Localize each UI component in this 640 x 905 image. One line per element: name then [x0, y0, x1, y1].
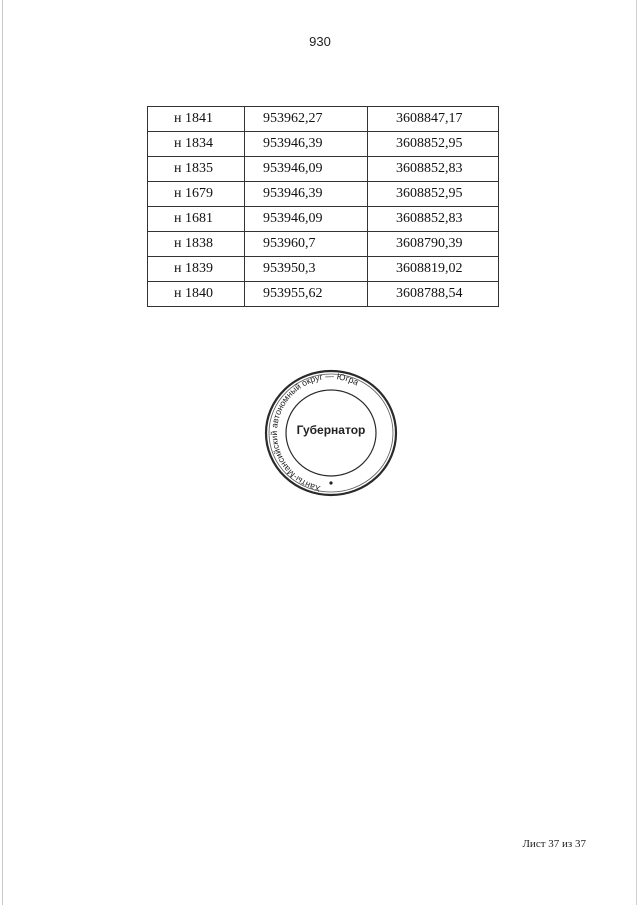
y-coordinate-cell: 3608819,02 [368, 257, 499, 282]
y-coordinate-cell: 3608852,95 [368, 132, 499, 157]
table-row [148, 157, 499, 182]
point-id-cell: н 1681 [148, 207, 245, 232]
seal-title: Губернатор [296, 423, 366, 437]
y-coordinate-cell: 3608788,54 [368, 282, 499, 307]
point-id-cell: н 1838 [148, 232, 245, 257]
x-coordinate-cell: 953955,62 [245, 282, 368, 307]
table-row [148, 282, 499, 307]
x-coordinate-cell: 953950,3 [245, 257, 368, 282]
y-coordinate-cell: 3608852,83 [368, 207, 499, 232]
seal-ring-text: Ханты-Мансийский автономный округ — Югра [268, 370, 361, 494]
point-id-cell: н 1840 [148, 282, 245, 307]
y-coordinate-cell: 3608852,95 [368, 182, 499, 207]
point-id-cell: н 1841 [148, 107, 245, 132]
x-coordinate-cell: 953946,39 [245, 182, 368, 207]
table-row [148, 257, 499, 282]
x-coordinate-cell: 953946,39 [245, 132, 368, 157]
table-row [148, 182, 499, 207]
sheet-counter: Лист 37 из 37 [522, 838, 586, 850]
point-id-cell: н 1679 [148, 182, 245, 207]
table-row [148, 207, 499, 232]
x-coordinate-cell: 953962,27 [245, 107, 368, 132]
x-coordinate-cell: 953960,7 [245, 232, 368, 257]
point-id-cell: н 1835 [148, 157, 245, 182]
point-id-cell: н 1834 [148, 132, 245, 157]
y-coordinate-cell: 3608852,83 [368, 157, 499, 182]
table-row [148, 132, 499, 157]
table-row [148, 232, 499, 257]
page-edge-right [636, 0, 637, 905]
seal-dot [329, 481, 332, 484]
page-number: 930 [309, 34, 331, 49]
table-row [148, 107, 499, 132]
y-coordinate-cell: 3608847,17 [368, 107, 499, 132]
official-seal [263, 368, 399, 498]
point-id-cell: н 1839 [148, 257, 245, 282]
x-coordinate-cell: 953946,09 [245, 157, 368, 182]
page-edge-left [2, 0, 3, 905]
y-coordinate-cell: 3608790,39 [368, 232, 499, 257]
x-coordinate-cell: 953946,09 [245, 207, 368, 232]
coordinates-table [147, 106, 499, 307]
